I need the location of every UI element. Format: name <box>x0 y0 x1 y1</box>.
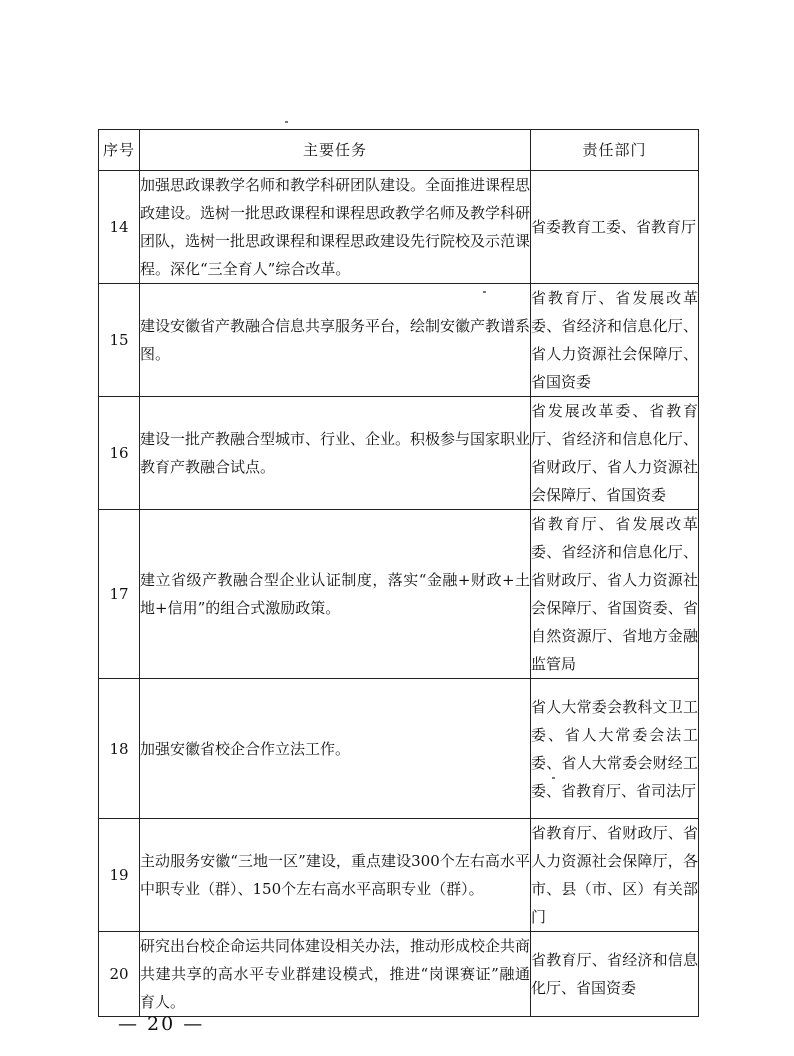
header-dept: 责任部门 <box>531 130 699 171</box>
table-row <box>99 679 699 819</box>
row-dept: 省发展改革委、省教育厅、省经济和信息化厅、省财政厅、省人力资源社会保障厅、省国资委 <box>531 397 699 510</box>
row-task: 建设安徽省产教融合信息共享服务平台，绘制安徽产教谱系图。 <box>140 284 531 397</box>
row-number: 15 <box>99 284 140 397</box>
table-row <box>99 397 699 510</box>
table-header-row <box>99 130 699 171</box>
scan-speck <box>483 291 486 293</box>
table-row <box>99 819 699 932</box>
row-dept: 省教育厅、省经济和信息化厅、省国资委 <box>531 932 699 1017</box>
header-task: 主要任务 <box>140 130 531 171</box>
row-dept: 省教育厅、省财政厅、省人力资源社会保障厅，各市、县（市、区）有关部门 <box>531 819 699 932</box>
row-number: 17 <box>99 510 140 679</box>
row-number: 20 <box>99 932 140 1017</box>
row-number: 18 <box>99 679 140 819</box>
row-task: 加强思政课教学名师和教学科研团队建设。全面推进课程思政建设。选树一批思政课程和课程思政教学名师及教学科研团队，选树一批思政课程和课程思政建设先行院校及示范课程。深化“三全育人”综合改革。 <box>140 171 531 284</box>
row-dept: 省教育厅、省发展改革委、省经济和信息化厅、省人力资源社会保障厅、省国资委 <box>531 284 699 397</box>
row-task: 加强安徽省校企合作立法工作。 <box>140 679 531 819</box>
header-no: 序号 <box>99 130 140 171</box>
row-task: 建立省级产教融合型企业认证制度，落实“金融+财政+土地+信用”的组合式激励政策。 <box>140 510 531 679</box>
table-row <box>99 284 699 397</box>
task-table <box>98 129 699 1017</box>
row-dept: 省委教育工委、省教育厅 <box>531 171 699 284</box>
row-task: 主动服务安徽“三地一区”建设，重点建设300个左右高水平中职专业（群）、150个左右高水平高职专业（群）。 <box>140 819 531 932</box>
row-task: 建设一批产教融合型城市、行业、企业。积极参与国家职业教育产教融合试点。 <box>140 397 531 510</box>
scan-speck <box>285 121 288 123</box>
scan-speck <box>552 777 555 779</box>
table-row <box>99 932 699 1017</box>
table-row <box>99 171 699 284</box>
row-dept: 省教育厅、省发展改革委、省经济和信息化厅、省财政厅、省人力资源社会保障厅、省国资委、省自然资源厅、省地方金融监管局 <box>531 510 699 679</box>
row-number: 16 <box>99 397 140 510</box>
page-number: — 20 — <box>118 1013 205 1035</box>
row-number: 14 <box>99 171 140 284</box>
table-row <box>99 510 699 679</box>
row-number: 19 <box>99 819 140 932</box>
row-dept: 省人大常委会教科文卫工委、省人大常委会法工委、省人大常委会财经工委、省教育厅、省司法厅 <box>531 679 699 819</box>
row-task: 研究出台校企命运共同体建设相关办法，推动形成校企共商共建共享的高水平专业群建设模式，推进“岗课赛证”融通育人。 <box>140 932 531 1017</box>
